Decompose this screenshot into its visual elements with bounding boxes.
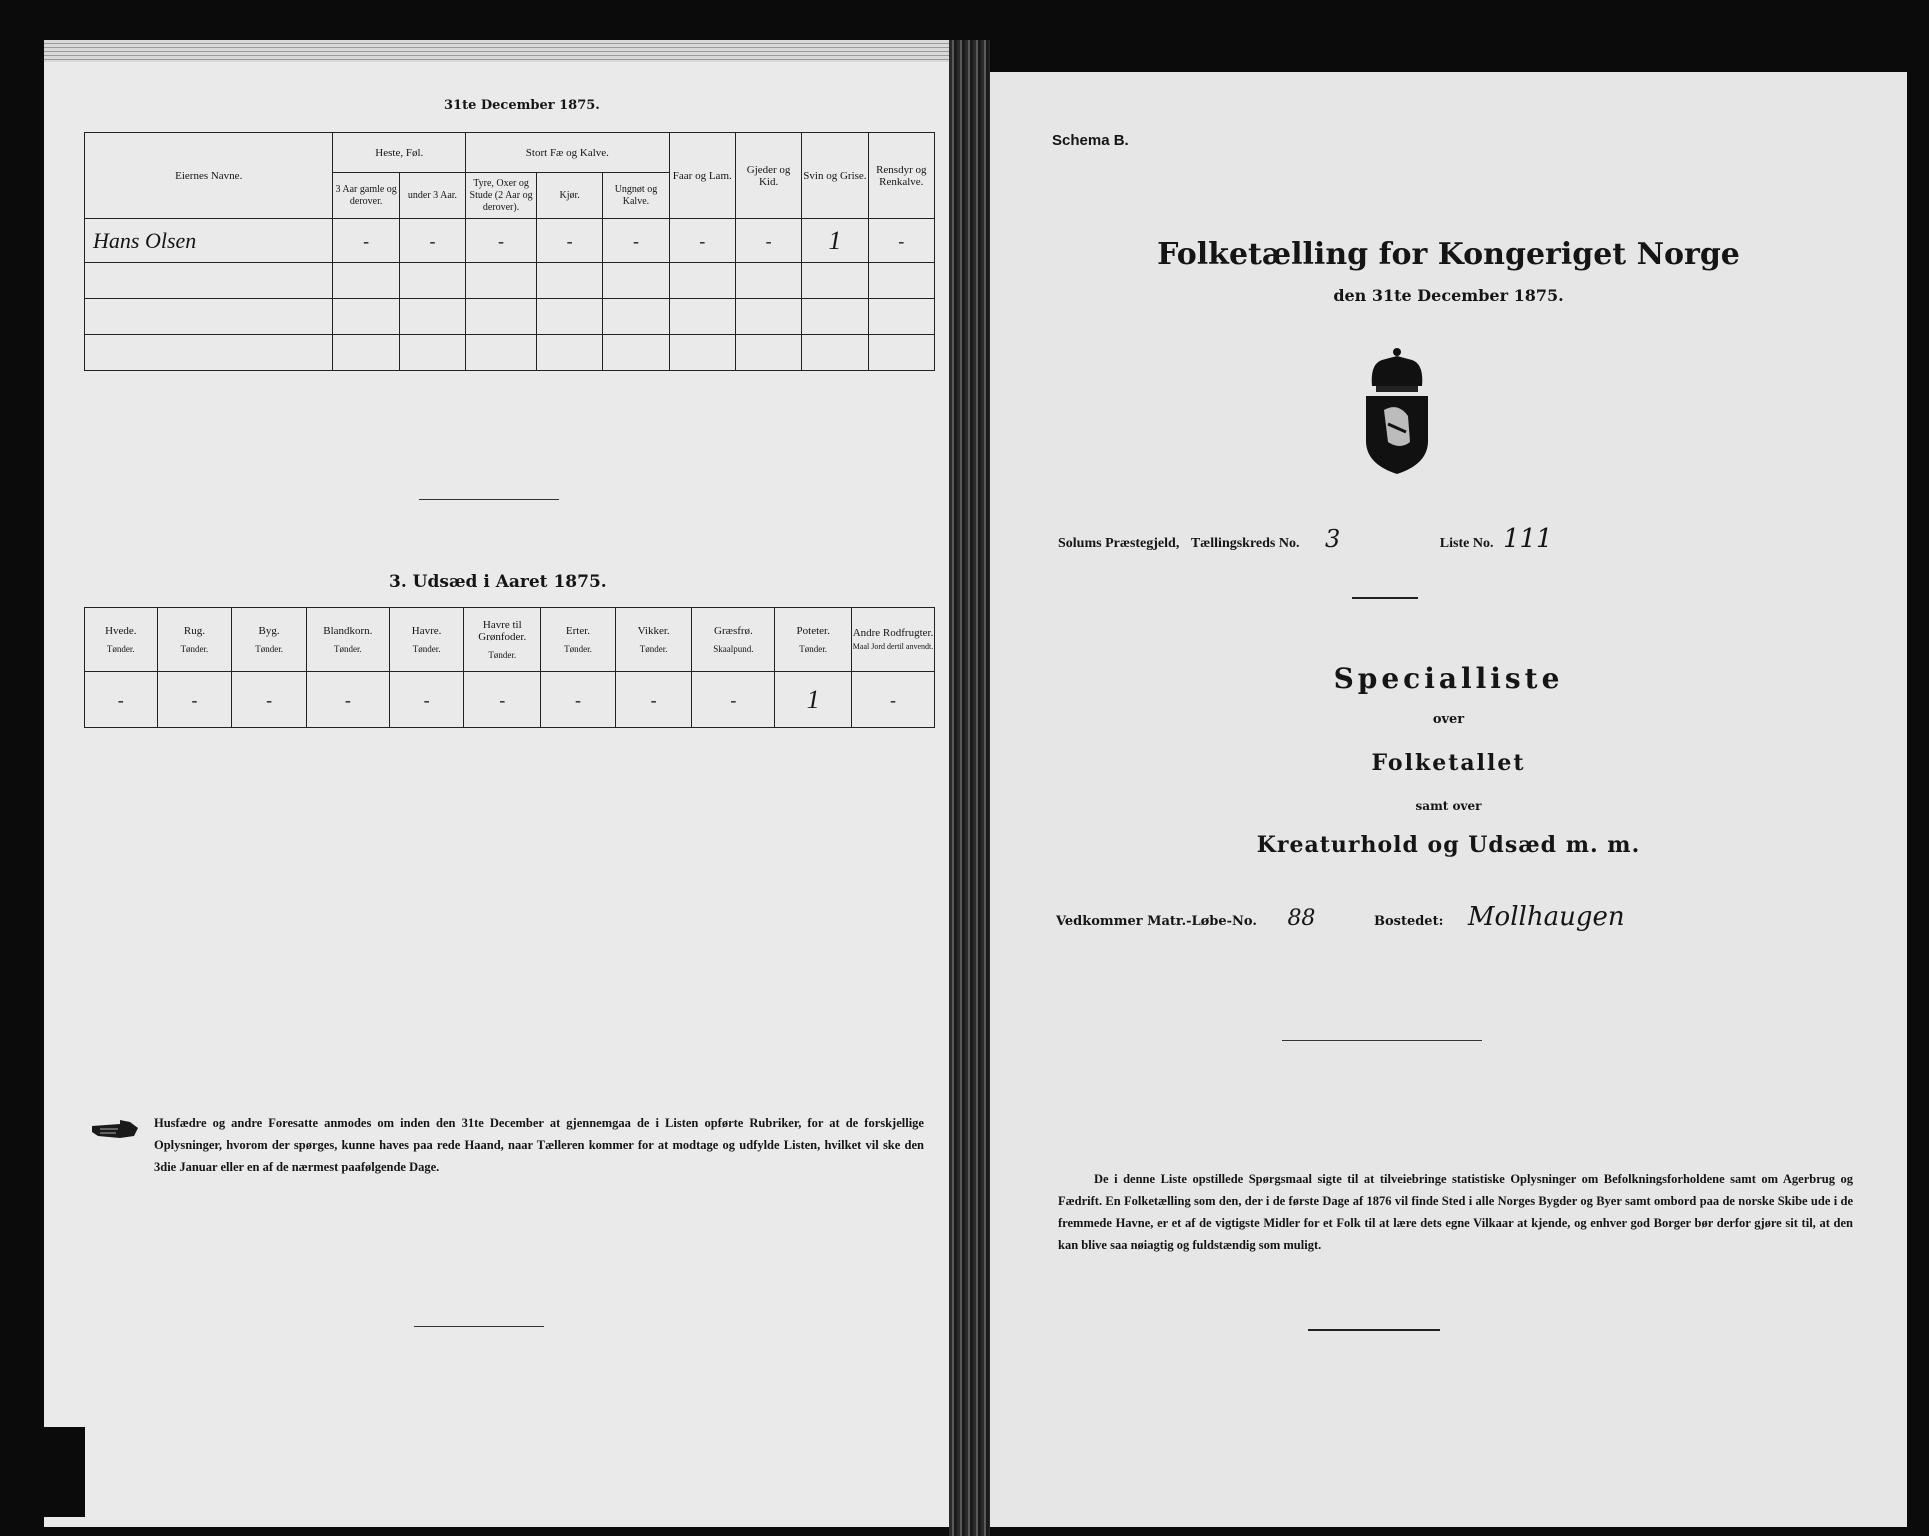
notice-paragraph: De i denne Liste opstillede Spørgsmaal sigte til at tilveiebringe statistiske Oplysninger om Befolkningsforholdene samt om Agerbrug og Fædrift. En Folketælling som den, der i de første Dage af 1876 vil finde Sted i alle Norges Bygder og Byer samt ombord paa de norske Skibe ude i de fremmede Havne, er et af de vigtigste Midler for et Folk til at lære dets egne Vilkaar at kjende, og enhver god Borger bør derfor gjøre sit til, at den kan blive saa nøiagtig og fuldstændig som muligt. — [1058, 1172, 1853, 1252]
cell: - — [232, 672, 307, 728]
specialliste-heading: Specialliste — [1333, 662, 1564, 695]
district-line — [1058, 524, 1553, 554]
cell: - — [541, 672, 616, 728]
bosted-label: Bostedet: — [1373, 914, 1444, 929]
cattle-group-header: Stort Fæ og Kalve. — [466, 133, 669, 173]
top-header: 31te December 1875. — [444, 98, 600, 113]
samt-over-text: samt over — [1415, 799, 1482, 813]
over-text: over — [1432, 712, 1465, 727]
book-spine — [949, 40, 990, 1536]
matr-line — [1056, 902, 1625, 932]
subtitle: den 31te December 1875. — [1333, 286, 1564, 305]
seed-col: Poteter. Tønder. — [775, 608, 852, 672]
col-horse-old: 3 Aar gamle og derover. — [333, 173, 399, 219]
kreaturhold-text: Kreaturhold og Udsæd m. m. — [1256, 832, 1641, 858]
seed-col: Hvede. Tønder. — [85, 608, 158, 672]
bosted-value: Mollhaugen — [1467, 902, 1625, 932]
cell: - — [603, 219, 669, 263]
col-oxen: Tyre, Oxer og Stude (2 Aar og derover). — [466, 173, 537, 219]
cell: - — [157, 672, 232, 728]
col-sheep: Faar og Lam. — [669, 133, 735, 219]
cell: - — [669, 219, 735, 263]
cell: - — [692, 672, 775, 728]
cell: - — [735, 219, 801, 263]
folketallet-text: Folketallet — [1371, 750, 1526, 776]
main-title: Folketælling for Kongeriget Norge — [1157, 237, 1740, 272]
col-reindeer: Rensdyr og Renkalve. — [868, 133, 934, 219]
separator — [419, 499, 559, 500]
col-goats: Gjeder og Kid. — [735, 133, 801, 219]
separator — [1282, 1040, 1482, 1041]
cell: - — [868, 219, 934, 263]
seed-col: Havre til Grønfoder. Tønder. — [464, 608, 541, 672]
cell: - — [85, 672, 158, 728]
seed-col: Græsfrø. Skaalpund. — [692, 608, 775, 672]
seed-title: 3. Udsæd i Aaret 1875. — [389, 572, 607, 592]
seed-col: Rug. Tønder. — [157, 608, 232, 672]
seed-col: Vikker. Tønder. — [615, 608, 692, 672]
cell: - — [464, 672, 541, 728]
cell: - — [399, 219, 465, 263]
seed-col: Blandkorn. Tønder. — [306, 608, 389, 672]
corner-tab — [44, 1427, 85, 1517]
separator — [1352, 597, 1418, 599]
footnote: Husfædre og andre Foresatte anmodes om inden den 31te December at gjennemgaa de i Listen opførte Rubriker, for at de forskjellige Oplysninger, hvorom der spørges, kunne haves paa rede Haand, naar Tælleren kommer for at modtage og udfylde Listen, hvilket vil ske den 3die Januar eller en af de nærmest paafølgende Dage. — [154, 1116, 924, 1174]
district-label: Tællingskreds No. — [1190, 536, 1300, 551]
seed-col: Andre Rodfrugter. Maal Jord dertil anvendt. — [852, 608, 935, 672]
seed-col: Erter. Tønder. — [541, 608, 616, 672]
horse-group-header: Heste, Føl. — [333, 133, 466, 173]
matr-value: 88 — [1287, 906, 1316, 931]
col-horse-young: under 3 Aar. — [399, 173, 465, 219]
cell: - — [852, 672, 935, 728]
pointing-hand-icon — [90, 1118, 140, 1142]
table-row — [85, 263, 935, 299]
col-calves: Ungnøt og Kalve. — [603, 173, 669, 219]
col-cows: Kjør. — [536, 173, 602, 219]
right-page — [990, 72, 1907, 1527]
cell: - — [466, 219, 537, 263]
table-row — [85, 299, 935, 335]
owner-name: Hans Olsen — [85, 219, 333, 263]
cell: - — [306, 672, 389, 728]
coat-of-arms-icon — [1358, 346, 1436, 476]
schema-label: Schema B. — [1052, 132, 1129, 149]
table-row — [85, 219, 935, 263]
parish-label: Solums Præstegjeld, — [1058, 536, 1180, 551]
seed-col: Byg. Tønder. — [232, 608, 307, 672]
list-value: 111 — [1502, 524, 1553, 554]
seed-col: Havre. Tønder. — [389, 608, 464, 672]
matr-label: Vedkommer Matr.-Løbe-No. — [1056, 914, 1257, 929]
cell: - — [536, 219, 602, 263]
list-label: Liste No. — [1439, 536, 1494, 551]
cell: 1 — [775, 672, 852, 728]
cell: 1 — [802, 219, 868, 263]
district-value: 3 — [1325, 525, 1341, 553]
livestock-table — [84, 132, 935, 371]
separator — [1308, 1329, 1440, 1331]
cell: - — [389, 672, 464, 728]
separator — [414, 1326, 544, 1327]
cell: - — [333, 219, 399, 263]
cell: - — [615, 672, 692, 728]
table-row — [85, 672, 935, 728]
table-row — [85, 335, 935, 371]
owner-header: Eiernes Navne. — [85, 133, 333, 219]
left-page — [44, 62, 949, 1527]
seed-table — [84, 607, 935, 728]
col-pigs: Svin og Grise. — [802, 133, 868, 219]
